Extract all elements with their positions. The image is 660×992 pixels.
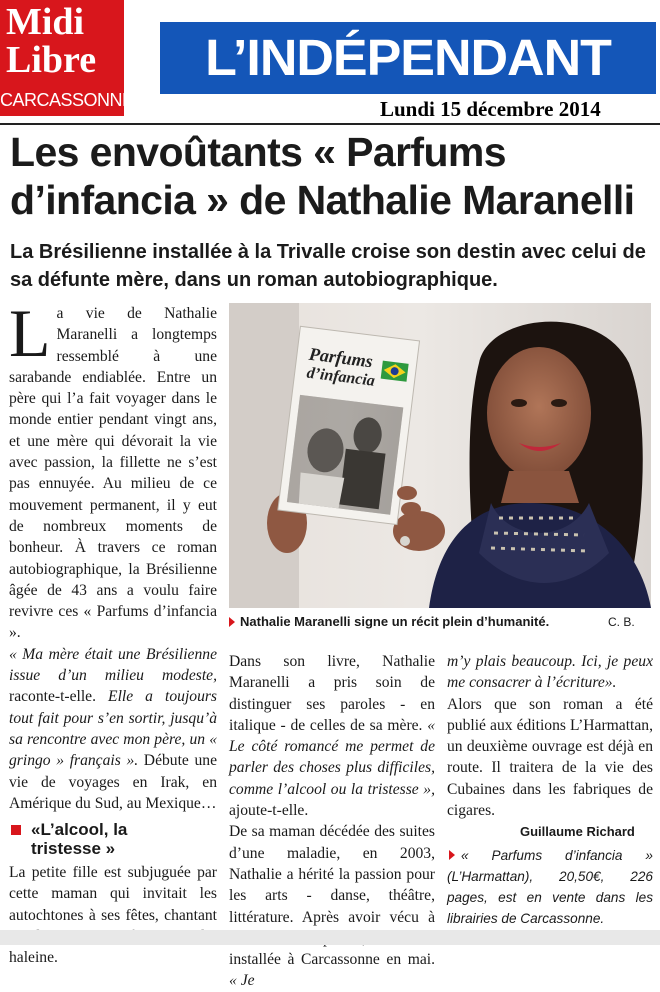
paragraph-heritage-text: De sa maman décédée des suites d’une maladie, en 2003, Nathalie a hérité la passion pour les arts - danse, théâtre, littérature. Après avoir vécu à installée à Carcassonne en mai. [229, 823, 435, 969]
header-rule [0, 123, 660, 125]
independant-title: L’INDÉPENDANT [205, 29, 611, 86]
quote-romance-attribution: ajoute-t-elle. [229, 802, 309, 820]
paragraph-fetes: La petite fille est subjuguée par cette maman qui invitait les autochtones à ses fêtes, chantant haleine. [9, 864, 217, 967]
paragraph-distinguish-text: Dans son livre, Nathalie Maranelli a pris soin de distinguer ses paroles - en italique - de celles de sa mère. [229, 653, 435, 734]
photo-credit: C. B. [608, 615, 635, 629]
book-cover-title-2: d’infancia [305, 364, 376, 390]
quote-carcassonne-start: « Je [229, 972, 255, 990]
subheading-text: «L’alcool, la tristesse » [31, 820, 128, 858]
book-cover-title-1: Parfums [307, 343, 374, 372]
issue-date: Lundi 15 décembre 2014 [380, 97, 601, 121]
quote-romance: « Le côté romancé me permet de parler des choses plus difficiles, comme l’alcool ou la tristesse », [229, 716, 435, 798]
quote-carcassonne-end: m’y plais beaucoup. Ici, je peux me consacrer à l’écriture». [447, 653, 653, 692]
photo-caption [229, 614, 651, 629]
article-deck: La Brésilienne installée à la Trivalle croise son destin avec celui de sa défunte mère, dans un roman autobiographique. [10, 241, 646, 291]
book-info [447, 845, 653, 929]
paragraph-intro-text: a vie de Nathalie Maranelli a longtemps ressemblé à une sarabande endiablée. Entre un père qui l’a fait voyager dans le monde entier pendant vingt ans, et une mère qui dévorait la vie avec passion, la fillette ne s’est pas ennuyée. Au milieu de ce mouvement permanent, il y eut de nombreux moments de bonheur. À travers ce roman autobiographique, la Brésilienne âgée de 43 ans a voulu faire revivre ces « Parfums d’infancia ». [9, 305, 217, 642]
paragraph-heritage [229, 821, 435, 991]
photo-caption-text: Nathalie Maranelli signe un récit plein d’humanité. [240, 614, 550, 629]
book-info-marker-icon [449, 850, 455, 860]
article-column-1 [9, 295, 218, 814]
article-column-1-end [9, 820, 217, 968]
midi-libre-logo-line2: Libre [6, 39, 97, 81]
midi-libre-logo-city: CARCASSONNE [0, 90, 134, 110]
drop-cap: L [9, 295, 51, 371]
quote-mother-1: « Ma mère était une Brésilienne issue d’un milieu modeste, [9, 645, 217, 685]
paragraph-distinguish [229, 651, 435, 821]
article-headline: Les envoûtants « Parfums d’infancia » de Nathalie Maranelli [10, 129, 635, 223]
caption-marker-icon [229, 617, 235, 627]
photo-illustration [229, 303, 651, 608]
quote-mother-2: Elle a toujours tout fait pour s’en sortir, jusqu’à sa rencontre avec mon père, un « gringo » français ». [9, 688, 218, 770]
paragraph-quote [9, 644, 217, 814]
author-byline: Guillaume Richard [520, 824, 635, 839]
independant-masthead [160, 22, 656, 94]
article-photo [229, 303, 651, 608]
quote-attribution: raconte-t-elle. [9, 688, 109, 706]
midi-libre-logo [0, 0, 134, 116]
paragraph-intro [9, 295, 217, 644]
paragraph-travels: Débute une vie de voyages en Irak, en Amérique du Sud, au Mexique… [9, 752, 218, 812]
bottom-margin [0, 930, 660, 945]
midi-libre-logo-line1: Midi [6, 1, 85, 43]
book-info-text: « Parfums d’infancia » (L’Harmattan), 20,50€, 226 pages, est en vente dans les librairies de Carcassonne. [447, 848, 653, 926]
paragraph-next-book: Alors que son roman a été publié aux éditions L’Harmattan, un deuxième ouvrage est déjà en route. Il traitera de la vie des Cubaines dans les fabriques de cigares. [447, 695, 653, 820]
article-column-3 [447, 651, 653, 821]
